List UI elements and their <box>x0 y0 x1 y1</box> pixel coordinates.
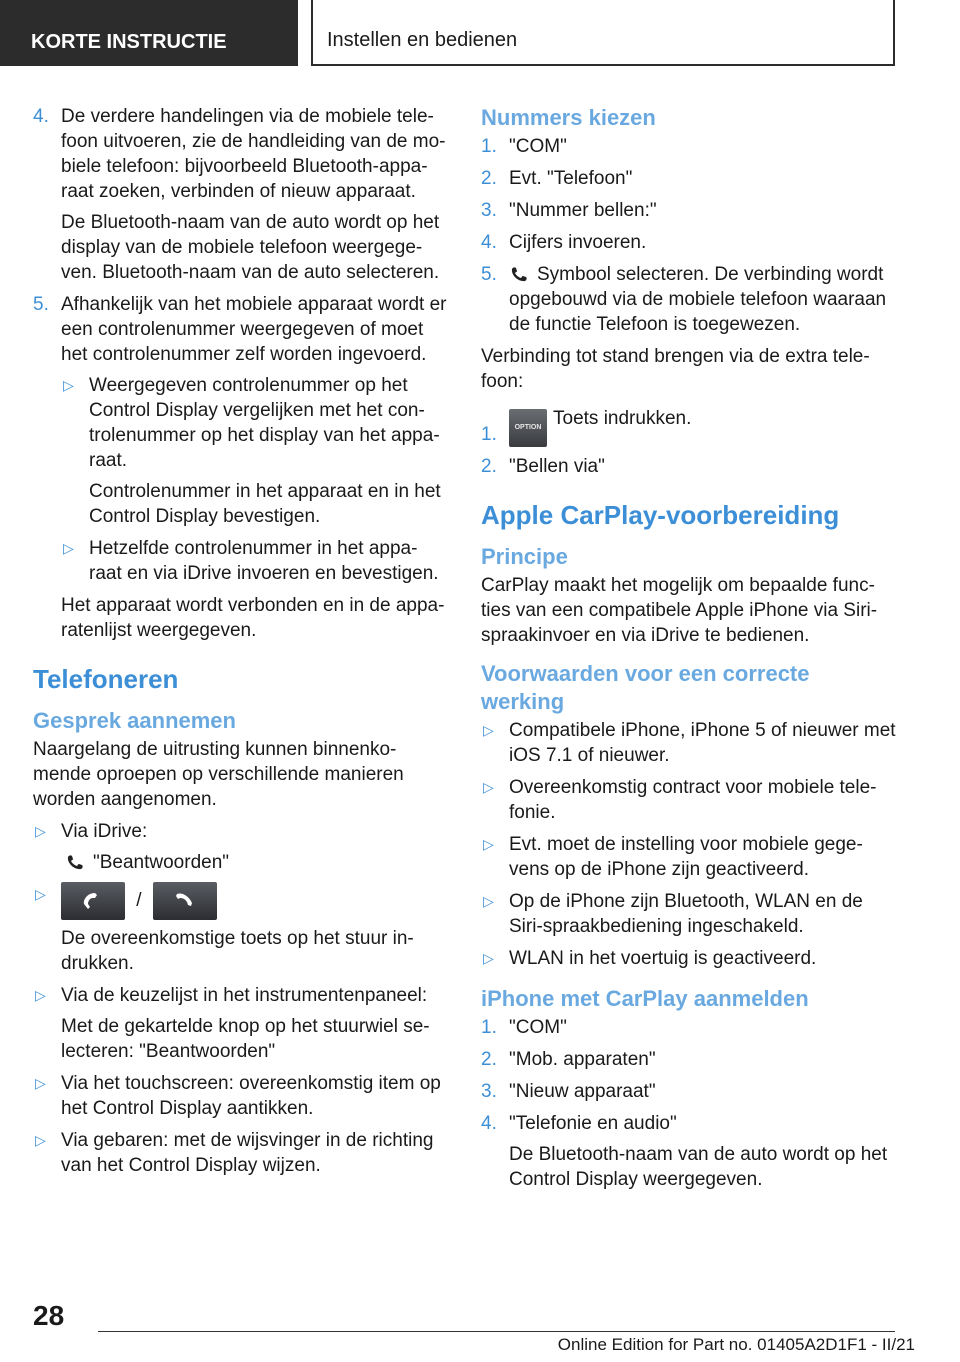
phone-handset-icon <box>65 853 87 871</box>
bullet-item <box>481 775 897 825</box>
list-item <box>33 104 448 285</box>
call-end-key-icon <box>153 882 217 920</box>
triangle-bullet-icon: ▷ <box>483 722 494 738</box>
bullet-item <box>33 882 448 976</box>
step-text: "Telefonie en audio" <box>509 1113 677 1134</box>
step-number: 4. <box>481 232 497 253</box>
chapter-tab: Instellen en bedienen <box>311 0 895 66</box>
step-number: 5. <box>481 264 497 285</box>
bullet-text: Via iDrive: <box>61 821 148 842</box>
list-item <box>481 1047 897 1072</box>
bullet-item <box>481 889 897 939</box>
list-item <box>481 1079 897 1104</box>
step-text: Evt. "Telefoon" <box>509 168 633 189</box>
heading-gesprek-aannemen: Gesprek aannemen <box>33 708 236 733</box>
list-item <box>481 198 897 223</box>
bullet-text: Hetzelfde controlenummer in het appa-raat en via iDrive invoeren en bevestigen. <box>89 538 439 584</box>
bullet-text: WLAN in het voertuig is geactiveerd. <box>509 948 817 969</box>
bullet-item <box>61 373 448 529</box>
triangle-bullet-icon: ▷ <box>483 950 494 966</box>
bullet-text: Overeenkomstig contract voor mobiele tele-fonie. <box>509 777 877 823</box>
triangle-bullet-icon: ▷ <box>483 836 494 852</box>
triangle-bullet-icon: ▷ <box>35 886 46 902</box>
paragraph: CarPlay maakt het mogelijk om bepaalde func-ties van een compatibele Apple iPhone via Siri-spraakinvoer en via iDrive te bedienen. <box>481 575 878 646</box>
step-text: "Mob. apparaten" <box>509 1049 656 1070</box>
page-number: 28 <box>33 1300 65 1331</box>
heading-apple-carplay: Apple CarPlay-voorbereiding <box>481 500 840 530</box>
call-accept-key-icon <box>61 882 125 920</box>
step-number: 2. <box>481 456 497 477</box>
option-key-icon: OPTION <box>509 409 547 447</box>
step-text: "COM" <box>509 136 567 157</box>
step-note: De Bluetooth-naam van de auto wordt op het Control Display weergegeven. <box>509 1144 888 1190</box>
bullet-text: Weergegeven controlenummer op het Control Display vergelijken met het con-trolenummer op het display van het appa-raat. <box>89 375 440 471</box>
phone-handset-icon <box>509 265 531 283</box>
right-column <box>481 104 897 1199</box>
step-text: "Bellen via" <box>509 456 605 477</box>
step-text: Toets indrukken. <box>553 408 692 429</box>
list-item <box>33 292 448 643</box>
list-item <box>481 1015 897 1040</box>
list-item <box>481 454 897 479</box>
paragraph: Naargelang de uitrusting kunnen binnenko-mende oproepen op verschillende manieren worden aangenomen. <box>33 739 404 810</box>
paragraph: Verbinding tot stand brengen via de extra tele-foon: <box>481 346 870 392</box>
list-item <box>481 406 897 447</box>
bullet-item <box>481 718 897 768</box>
step-number: 2. <box>481 1049 497 1070</box>
section-tab: KORTE INSTRUCTIE <box>0 0 298 66</box>
edition-footer: Online Edition for Part no. 01405A2D1F1 - II/21 <box>557 1335 915 1354</box>
step-number: 1. <box>481 1017 497 1038</box>
step-number: 5. <box>33 294 49 315</box>
step-text: Afhankelijk van het mobiele apparaat wordt er een controlenummer weergegeven of moet het controlenummer zelf worden ingevoerd. <box>61 294 447 365</box>
bullet-note: Met de gekartelde knop op het stuurwiel se-lecteren: "Beantwoorden" <box>61 1016 430 1062</box>
step-text: "COM" <box>509 1017 567 1038</box>
triangle-bullet-icon: ▷ <box>483 893 494 909</box>
step-number: 4. <box>481 1113 497 1134</box>
bullet-text: Evt. moet de instelling voor mobiele gege-vens op de iPhone zijn geactiveerd. <box>509 834 863 880</box>
step-number: 1. <box>481 136 497 157</box>
triangle-bullet-icon: ▷ <box>35 823 46 839</box>
list-item <box>481 230 897 255</box>
list-item <box>481 166 897 191</box>
bullet-item <box>33 1071 448 1121</box>
menu-label-beantwoorden: "Beantwoorden" <box>93 852 230 873</box>
bullet-text: Compatibele iPhone, iPhone 5 of nieuwer met iOS 7.1 of nieuwer. <box>509 720 896 766</box>
heading-telefoneren: Telefoneren <box>33 664 179 694</box>
bullet-item <box>33 983 448 1064</box>
triangle-bullet-icon: ▷ <box>35 1132 46 1148</box>
page-header <box>0 0 960 66</box>
bullet-text: Via gebaren: met de wijsvinger in de richting van het Control Display wijzen. <box>61 1130 434 1176</box>
step-text: "Nieuw apparaat" <box>509 1081 656 1102</box>
triangle-bullet-icon: ▷ <box>63 377 74 393</box>
step-text: Symbool selecteren. De verbinding wordt opgebouwd via de mobiele telefoon waaraan de functie Telefoon is toegewezen. <box>509 264 887 335</box>
triangle-bullet-icon: ▷ <box>35 1075 46 1091</box>
list-item <box>481 1111 897 1192</box>
bullet-item <box>33 1128 448 1178</box>
step-text: "Nummer bellen:" <box>509 200 657 221</box>
heading-principe: Principe <box>481 544 568 569</box>
list-item <box>481 134 897 159</box>
step-number: 2. <box>481 168 497 189</box>
step-number: 1. <box>481 424 497 445</box>
left-column <box>33 104 448 1185</box>
step-number: 4. <box>33 106 49 127</box>
bullet-text: Via het touchscreen: overeenkomstig item op het Control Display aantikken. <box>61 1073 441 1119</box>
step-note: De Bluetooth-naam van de auto wordt op het display van de mobiele telefoon weergege-ven. Bluetooth-naam van de auto selecteren. <box>61 212 440 283</box>
step-number: 3. <box>481 200 497 221</box>
bullet-item <box>33 819 448 875</box>
step-text: Cijfers invoeren. <box>509 232 647 253</box>
heading-iphone-aanmelden: iPhone met CarPlay aanmelden <box>481 986 809 1011</box>
triangle-bullet-icon: ▷ <box>35 987 46 1003</box>
bullet-text: Op de iPhone zijn Bluetooth, WLAN en de Siri-spraakbediening ingeschakeld. <box>509 891 863 937</box>
triangle-bullet-icon: ▷ <box>63 540 74 556</box>
heading-voorwaarden: Voorwaarden voor een correcte werking <box>481 661 810 714</box>
bullet-item <box>481 946 897 971</box>
step-note: Het apparaat wordt verbonden en in de appa-ratenlijst weergegeven. <box>61 595 445 641</box>
bullet-text: De overeenkomstige toets op het stuur in-drukken. <box>61 928 414 974</box>
footer-divider <box>98 1331 895 1332</box>
separator: / <box>136 890 142 912</box>
bullet-text: Via de keuzelijst in het instrumentenpaneel: <box>61 985 428 1006</box>
step-text: De verdere handelingen via de mobiele tele-foon uitvoeren, zie de handleiding van de mo-biele telefoon: bijvoorbeeld Bluetooth-appa-raat zoeken, verbinden of nieuw apparaat. <box>61 106 446 202</box>
bullet-item <box>61 536 448 586</box>
bullet-note: Controlenummer in het apparaat en in het Control Display bevestigen. <box>89 481 441 527</box>
heading-nummers-kiezen: Nummers kiezen <box>481 105 656 130</box>
step-number: 3. <box>481 1081 497 1102</box>
bullet-item <box>481 832 897 882</box>
list-item <box>481 262 897 337</box>
triangle-bullet-icon: ▷ <box>483 779 494 795</box>
